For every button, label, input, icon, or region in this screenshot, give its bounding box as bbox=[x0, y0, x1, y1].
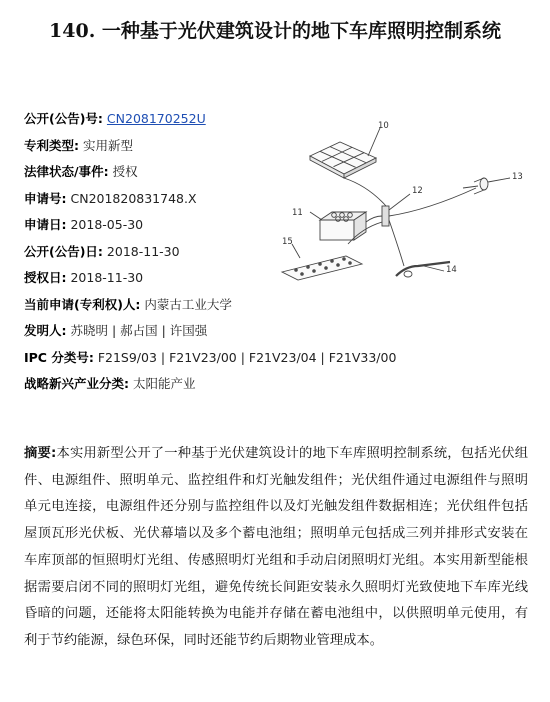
field-label: 专利类型: bbox=[24, 137, 79, 153]
field-grant-date bbox=[24, 265, 294, 292]
field-pub-date bbox=[24, 239, 294, 266]
figure-label-12: 12 bbox=[412, 186, 423, 196]
patent-drawing bbox=[278, 116, 530, 292]
field-legal-status bbox=[24, 159, 294, 186]
field-app-no bbox=[24, 186, 294, 213]
field-value: 实用新型 bbox=[82, 137, 133, 153]
field-applicant bbox=[24, 292, 294, 319]
field-value: 2018-11-30 bbox=[70, 270, 144, 285]
field-value: 2018-05-30 bbox=[70, 217, 144, 232]
field-label: 授权日: bbox=[24, 270, 67, 285]
figure-label-15: 15 bbox=[282, 237, 293, 247]
field-label: 法律状态/事件: bbox=[24, 164, 109, 179]
pub-no-link[interactable]: CN208170252U bbox=[106, 111, 206, 126]
figure-label-10: 10 bbox=[378, 121, 389, 131]
cylinder-roll-drawing bbox=[463, 178, 488, 194]
field-value: 太阳能产业 bbox=[132, 376, 196, 391]
field-label: 公开(公告)日: bbox=[24, 243, 103, 259]
field-value: F21S9/03 | F21V23/00 | F21V23/04 | F21V33/00 bbox=[97, 349, 397, 365]
field-label: 申请号: bbox=[24, 190, 67, 206]
bracket-drawing bbox=[396, 262, 450, 277]
figure-label-14: 14 bbox=[446, 265, 457, 275]
page-title: 140. 一种基于光伏建筑设计的地下车库照明控制系统 bbox=[49, 20, 501, 42]
field-value: 内蒙古工业大学 bbox=[144, 296, 232, 312]
field-value: 苏晓明 | 郝占国 | 许国强 bbox=[70, 323, 208, 338]
abstract-label: 摘要: bbox=[24, 446, 57, 461]
abstract-paragraph bbox=[24, 441, 528, 655]
field-label: 申请日: bbox=[24, 217, 67, 232]
field-label: 公开(公告)号: bbox=[24, 111, 103, 126]
field-inventor bbox=[24, 318, 294, 345]
field-label: IPC 分类号: bbox=[24, 349, 94, 365]
field-label: 发明人: bbox=[24, 323, 67, 338]
abstract-text: 本实用新型公开了一种基于光伏建筑设计的地下车库照明控制系统，包括光伏组件、电源组件、照明单元、监控组件和灯光触发组件；光伏组件通过电源组件与照明单元电连接，电源组件还分别与监控组件以及灯光触发组件数据相连；光伏组件包括屋顶瓦形光伏板、光伏幕墙以及多个蓄电池组；照明单元包括成三列并排形式安装在车库顶部的恒照明灯光组、传感照明灯光组和手动启闭照明灯光组。本实用新型能根据需要启闭不同的照明灯光组，避免传统长间距安装永久照明灯光致使地下车库光线昏暗的问题，还能将太阳能转换为电能并存储在蓄电池组中，以供照明单元使用，有利于节约能源，绿色环保，同时还能节约后期物业管理成本。 bbox=[24, 446, 528, 648]
figure-label-11: 11 bbox=[292, 208, 303, 218]
field-ipc bbox=[24, 345, 397, 372]
field-label: 战略新兴产业分类: bbox=[24, 376, 129, 391]
light-strip-drawing bbox=[282, 256, 362, 280]
field-value: 2018-11-30 bbox=[106, 243, 180, 259]
figure-label-13: 13 bbox=[512, 172, 523, 182]
controller-drawing bbox=[382, 206, 389, 226]
field-value: CN201820831748.X bbox=[70, 190, 197, 206]
field-label: 当前申请(专利权)人: bbox=[24, 296, 141, 312]
field-pub-no bbox=[24, 106, 294, 133]
field-industry bbox=[24, 371, 294, 398]
field-patent-type bbox=[24, 133, 294, 160]
solar-panel-drawing bbox=[310, 142, 376, 178]
field-app-date bbox=[24, 212, 294, 239]
field-value: 授权 bbox=[112, 164, 138, 179]
battery-box-drawing bbox=[320, 212, 366, 240]
